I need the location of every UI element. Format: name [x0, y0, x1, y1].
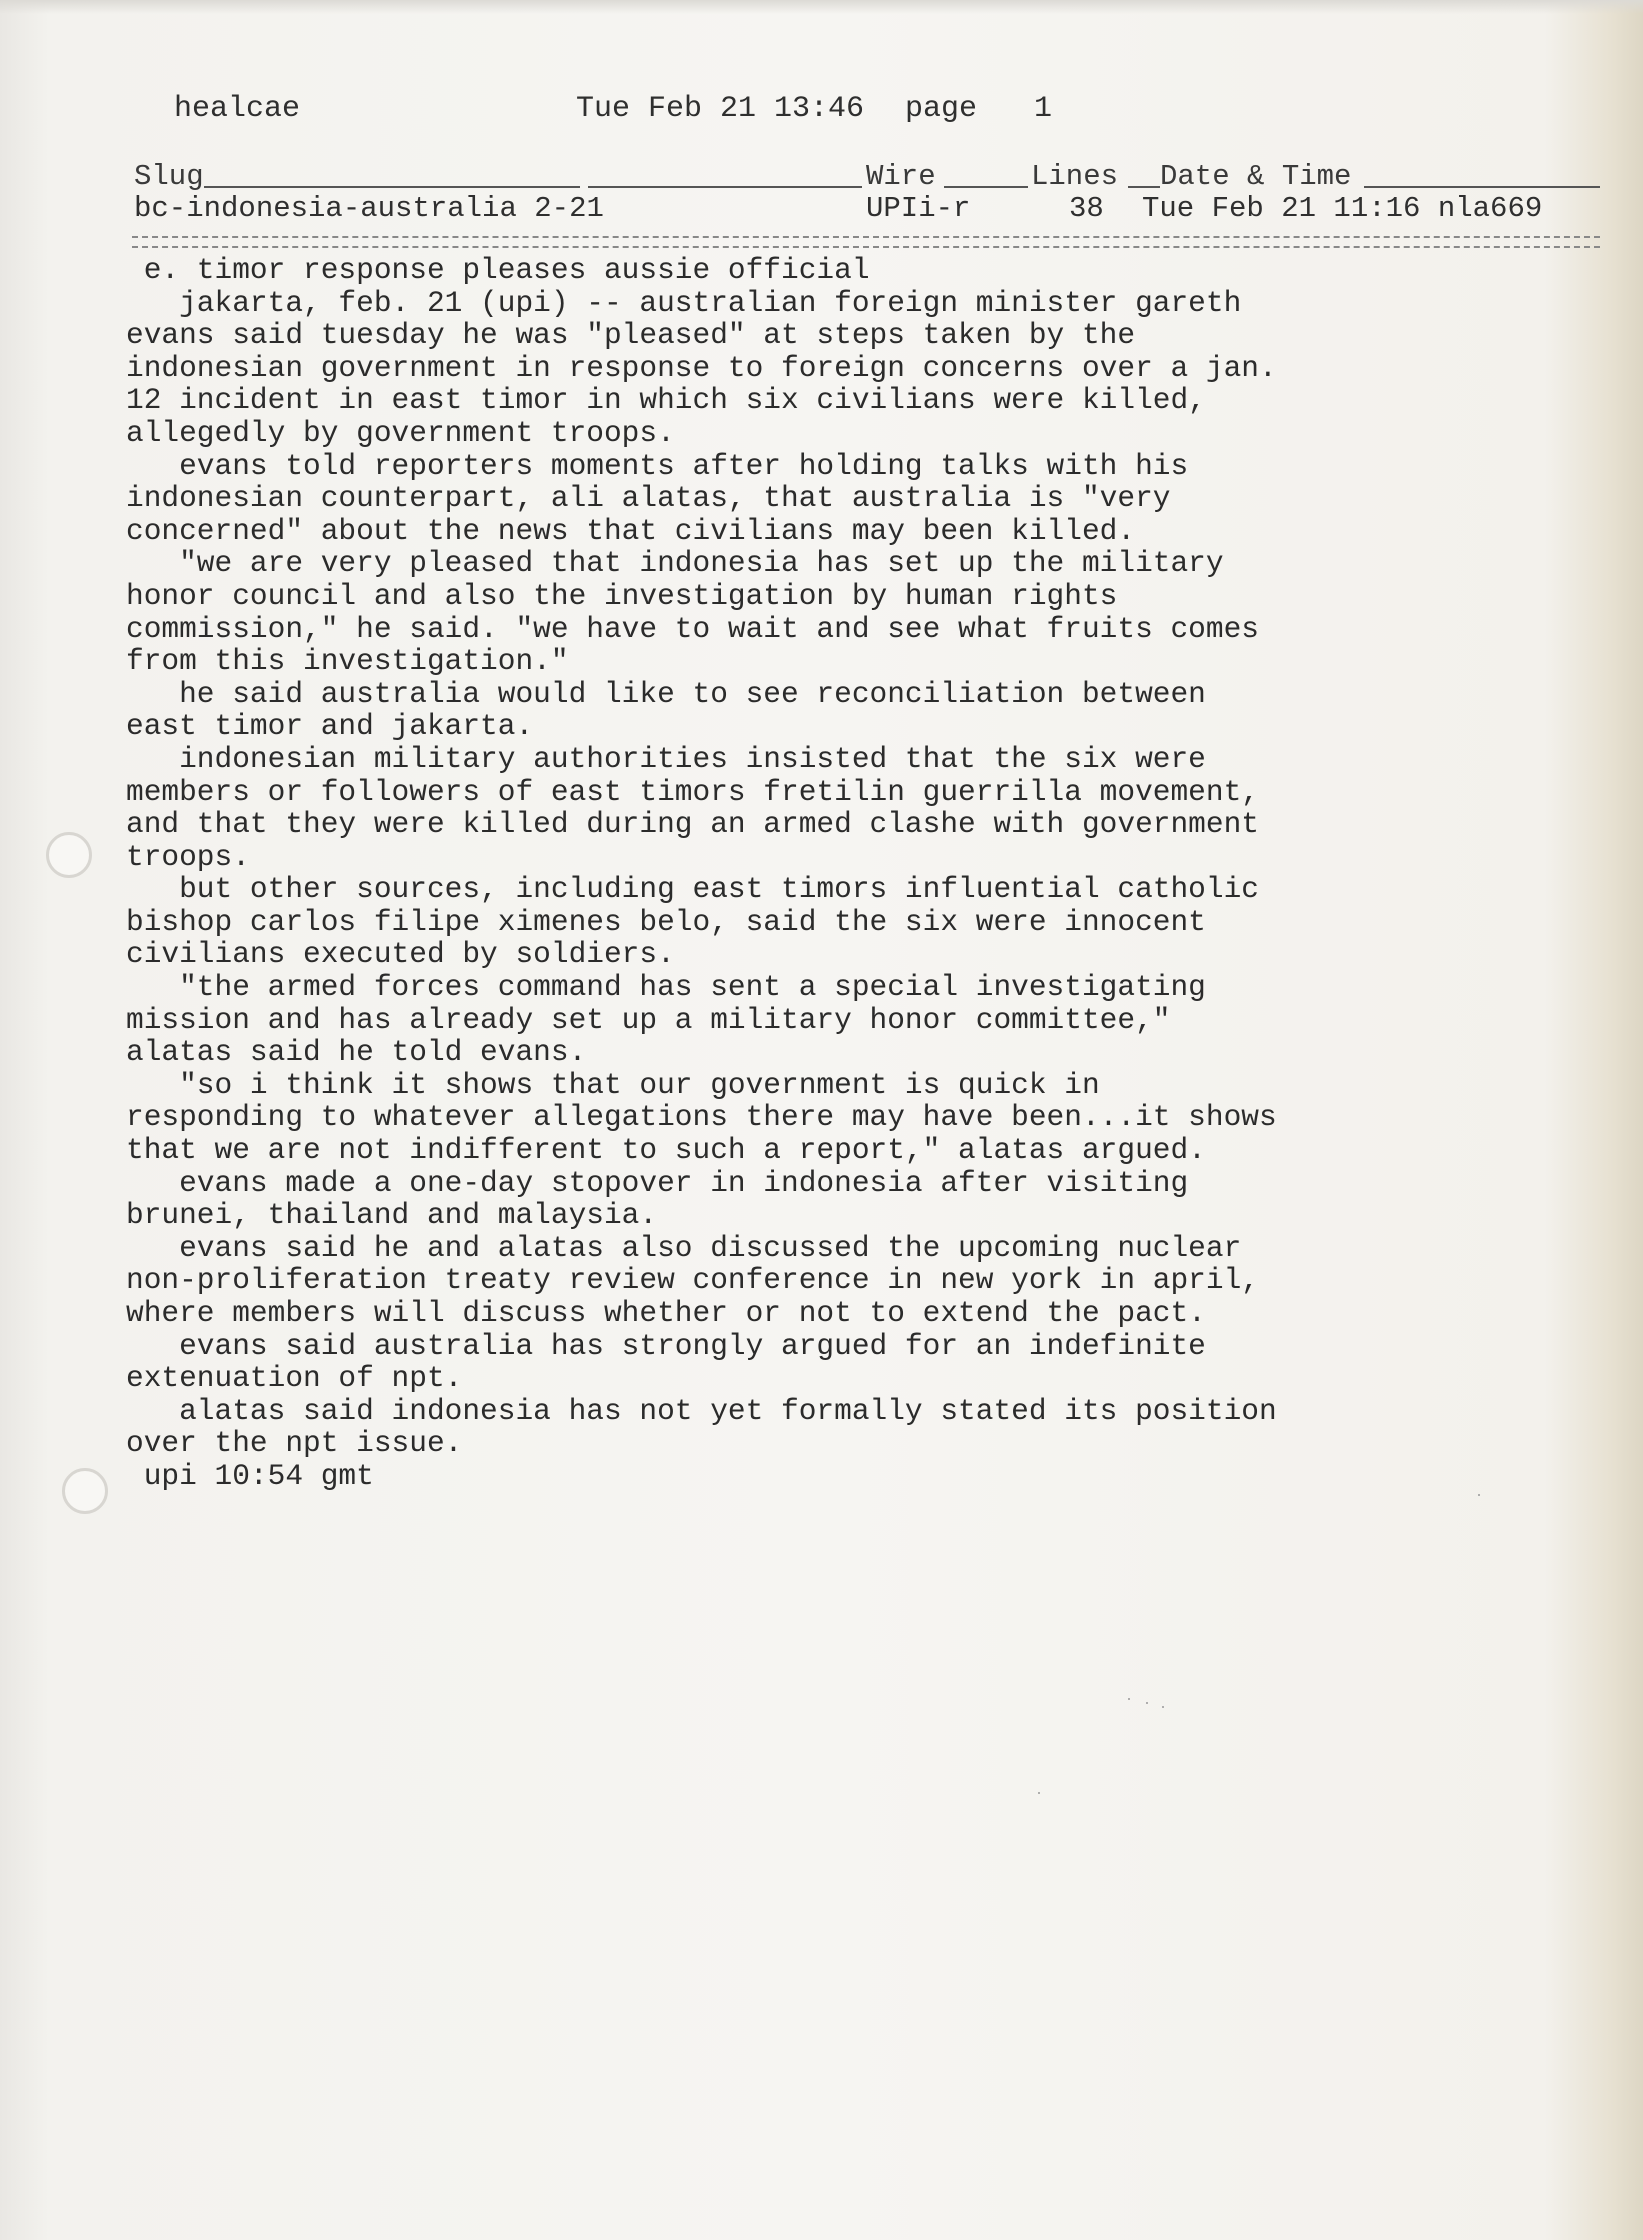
record-date-time: Tue Feb 21 11:16 nla669: [1142, 192, 1543, 225]
story-line: that we are not indifferent to such a report," alatas argued.: [126, 1133, 1206, 1168]
story-line: commission," he said. "we have to wait and see what fruits comes: [126, 611, 1259, 646]
story-line: brunei, thailand and malaysia.: [126, 1198, 658, 1233]
column-slug: Slug: [134, 160, 204, 193]
column-lines: Lines: [1031, 160, 1119, 193]
header-page-number: 1: [1034, 92, 1053, 126]
record-wire: UPIi-r: [866, 192, 971, 225]
lines-underline: [1128, 186, 1160, 188]
story-line: mission and has already set up a military honor committee,": [126, 1002, 1171, 1037]
story-line: responding to whatever allegations there may have been...it shows: [126, 1100, 1277, 1135]
story-line: evans said he and alatas also discussed the upcoming nuclear: [126, 1230, 1242, 1265]
story-line: evans said australia has strongly argued for an indefinite: [126, 1328, 1206, 1363]
column-date-time: Date & Time: [1160, 160, 1352, 193]
story-line: troops.: [126, 839, 250, 874]
story-line: honor council and also the investigation by human rights: [126, 578, 1118, 613]
story-line: he said australia would like to see reconciliation between: [126, 676, 1206, 711]
story-line: evans told reporters moments after holding talks with his: [126, 448, 1189, 483]
story-line: indonesian government in response to foreign concerns over a jan.: [126, 350, 1277, 385]
speck: [1478, 1494, 1480, 1496]
date-underline: [1364, 186, 1600, 188]
story-line: "we are very pleased that indonesia has set up the military: [126, 546, 1224, 581]
story-line: upi 10:54 gmt: [126, 1458, 374, 1493]
header-page-label: page: [905, 92, 978, 126]
story-line: "so i think it shows that our government is quick in: [126, 1067, 1100, 1102]
speck: [1038, 1792, 1040, 1794]
story-line: civilians executed by soldiers.: [126, 937, 675, 972]
story-line: evans made a one-day stopover in indonesia after visiting: [126, 1165, 1189, 1200]
story-line: evans said tuesday he was "pleased" at steps taken by the: [126, 318, 1136, 353]
column-wire: Wire: [866, 160, 936, 193]
slug-underline: [204, 186, 580, 188]
binder-hole-lower: [62, 1468, 108, 1514]
story-line: concerned" about the news that civilians may been killed.: [126, 513, 1136, 548]
story-line: 12 incident in east timor in which six civilians were killed,: [126, 383, 1206, 418]
story-line: allegedly by government troops.: [126, 415, 675, 450]
story-line: east timor and jakarta.: [126, 709, 534, 744]
story-line: non-proliferation treaty review conference in new york in april,: [126, 1263, 1259, 1298]
story-line: alatas said indonesia has not yet formally stated its position: [126, 1393, 1277, 1428]
story-line: alatas said he told evans.: [126, 1035, 587, 1070]
story-line: indonesian counterpart, ali alatas, that australia is "very: [126, 481, 1171, 516]
speck: [1128, 1698, 1130, 1700]
page-top-shadow: [0, 0, 1643, 14]
story-line: but other sources, including east timors influential catholic: [126, 872, 1259, 907]
wire-underline: [944, 186, 1028, 188]
story-line: e. timor response pleases aussie official: [126, 253, 870, 287]
record-slug: bc-indonesia-australia 2-21: [134, 192, 604, 225]
speck: [1162, 1706, 1164, 1708]
speck: [1146, 1702, 1148, 1704]
double-rule: [132, 236, 1600, 248]
story-line: bishop carlos filipe ximenes belo, said the six were innocent: [126, 904, 1206, 939]
record-row: [134, 192, 1600, 228]
slug-underline-2: [588, 186, 862, 188]
story-line: members or followers of east timors fretilin guerrilla movement,: [126, 774, 1259, 809]
column-headings: [134, 160, 1600, 194]
story-body: [126, 254, 1346, 1493]
binder-hole-upper: [46, 832, 92, 878]
story-line: and that they were killed during an armed clashe with government: [126, 807, 1259, 842]
story-line: "the armed forces command has sent a special investigating: [126, 970, 1206, 1005]
story-line: over the npt issue.: [126, 1426, 463, 1461]
header-datetime: Tue Feb 21 13:46: [576, 92, 865, 126]
story-line: jakarta, feb. 21 (upi) -- australian foreign minister gareth: [126, 285, 1242, 320]
header-user: healcae: [174, 92, 301, 126]
story-line: from this investigation.": [126, 644, 569, 679]
story-line: indonesian military authorities insisted that the six were: [126, 741, 1206, 776]
record-lines: 38: [1069, 192, 1104, 225]
story-line: extenuation of npt.: [126, 1361, 463, 1396]
story-line: where members will discuss whether or not to extend the pact.: [126, 1296, 1206, 1330]
